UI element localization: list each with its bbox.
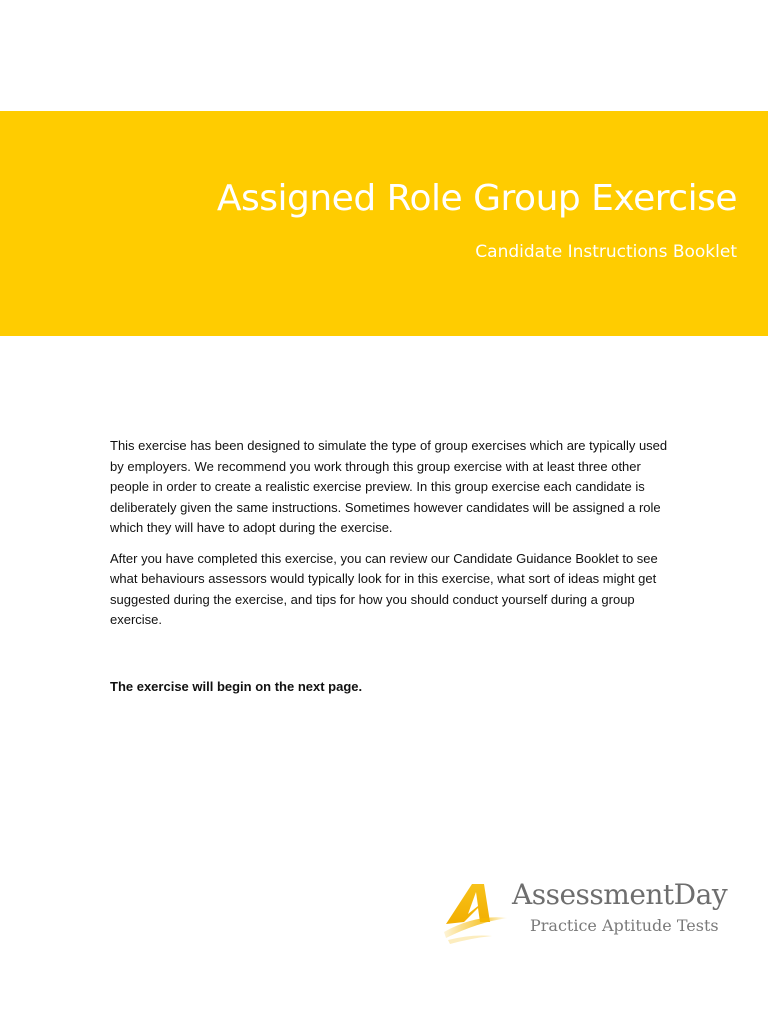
- document-subtitle: Candidate Instructions Booklet: [475, 242, 737, 262]
- assessmentday-a-logo-icon: [442, 878, 510, 946]
- title-banner: [0, 111, 768, 336]
- intro-paragraph-1: This exercise has been designed to simulate the type of group exercises which are typically used by employers. We recommend you work through this group exercise with at least three other people in order to create a realistic exercise preview. In this group exercise each candidate is deliberately given the same instructions. Sometimes however candidates will be assigned a role which they will have to adopt during the exercise.: [110, 438, 668, 535]
- document-title: Assigned Role Group Exercise: [216, 178, 737, 219]
- intro-paragraph-2: After you have completed this exercise, you can review our Candidate Guidance Booklet to see what behaviours assessors would typically look for in this exercise, what sort of ideas might get suggested during the exercise, and tips for how you should conduct yourself during a group exercise.: [110, 550, 658, 627]
- assessmentday-logo: [442, 878, 732, 948]
- logo-tagline: Practice Aptitude Tests: [530, 916, 719, 935]
- logo-name: AssessmentDay: [512, 878, 728, 911]
- intro-text: [110, 436, 670, 641]
- next-page-note: The exercise will begin on the next page.: [110, 679, 363, 694]
